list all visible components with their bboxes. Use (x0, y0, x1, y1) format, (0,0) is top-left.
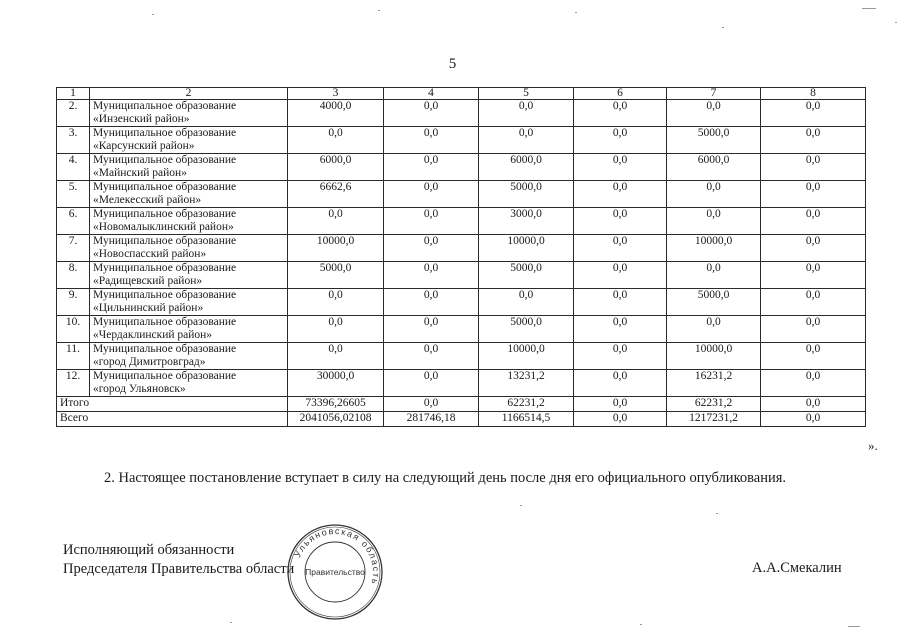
row-number: 5. (57, 181, 90, 208)
table-cell: 0,0 (574, 412, 667, 427)
total-row (57, 412, 866, 427)
table-cell: 0,0 (384, 181, 479, 208)
signer-name: А.А.Смекалин (752, 560, 842, 576)
table-cell: 5000,0 (479, 316, 574, 343)
table-cell: 5000,0 (667, 127, 761, 154)
table-cell: 4000,0 (288, 100, 384, 127)
scan-speck (722, 27, 724, 28)
table-cell: 0,0 (667, 181, 761, 208)
municipality-name (90, 100, 288, 127)
row-number: 4. (57, 154, 90, 181)
municipality-name (90, 289, 288, 316)
scan-speck (520, 505, 522, 506)
municipality-name-line: «Новомалыклинский район» (93, 221, 234, 233)
municipality-name-line: «Мелекесский район» (93, 194, 202, 206)
table-cell: 0,0 (761, 397, 866, 412)
table-cell: 6662,6 (288, 181, 384, 208)
municipality-name-line: «Чердаклинский район» (93, 329, 213, 341)
table-cell: 0,0 (384, 316, 479, 343)
table-cell: 10000,0 (667, 235, 761, 262)
row-number: 11. (57, 343, 90, 370)
table-cell: 0,0 (288, 316, 384, 343)
table-row (57, 370, 866, 397)
municipality-name (90, 208, 288, 235)
row-number: 2. (57, 100, 90, 127)
table-cell: 0,0 (667, 316, 761, 343)
table-cell: 73396,26605 (288, 397, 384, 412)
scan-speck (575, 12, 577, 13)
budget-table (56, 87, 866, 427)
table-row (57, 289, 866, 316)
table-cell: 0,0 (574, 262, 667, 289)
municipality-name-line: Муниципальное образование (93, 262, 237, 274)
table-cell: 0,0 (761, 262, 866, 289)
municipality-name-line: Муниципальное образование (93, 100, 237, 112)
table-cell: 0,0 (761, 235, 866, 262)
table-cell: 0,0 (384, 127, 479, 154)
table-row (57, 235, 866, 262)
table-cell: 0,0 (288, 127, 384, 154)
table-cell: 0,0 (479, 100, 574, 127)
table-cell: 6000,0 (288, 154, 384, 181)
table-cell: 0,0 (574, 208, 667, 235)
signatory-position-line2: Председателя Правительства области (63, 561, 295, 577)
table-cell: 281746,18 (384, 412, 479, 427)
municipality-name (90, 343, 288, 370)
scan-speck (152, 14, 154, 15)
table-row (57, 316, 866, 343)
clause-2-paragraph: 2. Настоящее постановление вступает в силу на следующий день после дня его официального опубликования. (104, 470, 787, 486)
table-cell: 30000,0 (288, 370, 384, 397)
municipality-name (90, 154, 288, 181)
column-number: 3 (288, 88, 384, 100)
table-cell: 10000,0 (479, 343, 574, 370)
table-cell: 6000,0 (479, 154, 574, 181)
column-number: 4 (384, 88, 479, 100)
table-cell: 0,0 (574, 127, 667, 154)
municipality-name-line: «Карсунский район» (93, 140, 195, 152)
table-cell: 0,0 (384, 289, 479, 316)
table-cell: 0,0 (384, 397, 479, 412)
table-cell: 0,0 (384, 262, 479, 289)
table-cell: 16231,2 (667, 370, 761, 397)
table-cell: 0,0 (574, 397, 667, 412)
table-cell: 5000,0 (288, 262, 384, 289)
municipality-name-line: «Радищевский район» (93, 275, 203, 287)
municipality-name (90, 370, 288, 397)
column-number: 7 (667, 88, 761, 100)
scan-speck (640, 624, 642, 625)
row-number: 10. (57, 316, 90, 343)
table-cell: 5000,0 (479, 262, 574, 289)
table-cell: 5000,0 (667, 289, 761, 316)
table-cell: 3000,0 (479, 208, 574, 235)
table-cell: 0,0 (574, 370, 667, 397)
table-cell: 2041056,02108 (288, 412, 384, 427)
municipality-name (90, 316, 288, 343)
table-cell: 0,0 (761, 100, 866, 127)
table-cell: 10000,0 (288, 235, 384, 262)
total-label: Всего (57, 412, 288, 427)
table-cell: 6000,0 (667, 154, 761, 181)
municipality-name-line: Муниципальное образование (93, 208, 237, 220)
municipality-name (90, 181, 288, 208)
table-cell: 0,0 (384, 370, 479, 397)
table-cell: 0,0 (479, 289, 574, 316)
seal-ring-text: Ульяновская область (292, 525, 382, 587)
municipality-name-line: «город Димитровград» (93, 356, 206, 368)
municipality-name-line: «Цильнинский район» (93, 302, 204, 314)
table-cell: 0,0 (761, 289, 866, 316)
table-cell: 0,0 (761, 127, 866, 154)
table-cell: 62231,2 (667, 397, 761, 412)
column-number: 6 (574, 88, 667, 100)
table-cell: 0,0 (384, 235, 479, 262)
row-number: 12. (57, 370, 90, 397)
municipality-name (90, 235, 288, 262)
subtotal-label: Итого (57, 397, 288, 412)
table-cell: 0,0 (761, 370, 866, 397)
table-cell: 0,0 (384, 154, 479, 181)
municipality-name (90, 262, 288, 289)
municipality-name-line: Муниципальное образование (93, 181, 237, 193)
table-cell: 0,0 (667, 208, 761, 235)
table-header (57, 88, 866, 100)
signatory-position-line1: Исполняющий обязанности (63, 542, 235, 558)
row-number: 6. (57, 208, 90, 235)
table-cell: 0,0 (384, 100, 479, 127)
municipality-name-line: «Новоспасский район» (93, 248, 207, 260)
table-cell: 0,0 (761, 343, 866, 370)
table-cell: 0,0 (761, 412, 866, 427)
municipality-name-line: Муниципальное образование (93, 343, 237, 355)
municipality-name-line: Муниципальное образование (93, 289, 237, 301)
table-cell: 0,0 (384, 343, 479, 370)
signatory-block (63, 541, 294, 579)
table-row (57, 181, 866, 208)
table-cell: 0,0 (761, 316, 866, 343)
column-number-row (57, 88, 866, 100)
table-cell: 13231,2 (479, 370, 574, 397)
municipality-name-line: Муниципальное образование (93, 154, 237, 166)
table-cell: 1166514,5 (479, 412, 574, 427)
table-body (57, 100, 866, 397)
scan-speck (716, 513, 718, 514)
table-cell: 0,0 (761, 154, 866, 181)
table-cell: 0,0 (574, 100, 667, 127)
table-row (57, 154, 866, 181)
table-cell: 1217231,2 (667, 412, 761, 427)
municipality-name-line: Муниципальное образование (93, 235, 237, 247)
table-cell: 0,0 (761, 208, 866, 235)
table-cell: 0,0 (761, 181, 866, 208)
row-number: 3. (57, 127, 90, 154)
column-number: 1 (57, 88, 90, 100)
table-row (57, 262, 866, 289)
table-cell: 10000,0 (667, 343, 761, 370)
scan-speck (378, 10, 380, 11)
official-seal-icon (285, 522, 385, 622)
row-number: 8. (57, 262, 90, 289)
table-row (57, 100, 866, 127)
column-number: 8 (761, 88, 866, 100)
table-row (57, 127, 866, 154)
table-cell: 0,0 (479, 127, 574, 154)
municipality-name-line: «город Ульяновск» (93, 383, 186, 395)
table-cell: 0,0 (288, 289, 384, 316)
table-cell: 0,0 (667, 262, 761, 289)
scan-speck (230, 622, 232, 623)
municipality-name-line: Муниципальное образование (93, 316, 237, 328)
municipality-name-line: «Майнский район» (93, 167, 187, 179)
table-cell: 0,0 (574, 343, 667, 370)
column-number: 5 (479, 88, 574, 100)
table-row (57, 208, 866, 235)
row-number: 7. (57, 235, 90, 262)
table-cell: 0,0 (574, 316, 667, 343)
municipality-name (90, 127, 288, 154)
municipality-name-line: «Инзенский район» (93, 113, 190, 125)
scan-speck (862, 8, 876, 9)
table-cell: 0,0 (667, 100, 761, 127)
table-cell: 10000,0 (479, 235, 574, 262)
table-cell: 0,0 (574, 289, 667, 316)
scan-speck (848, 626, 860, 627)
table-cell: 0,0 (288, 343, 384, 370)
table-cell: 0,0 (574, 235, 667, 262)
table-totals (57, 397, 866, 427)
page-number: 5 (448, 56, 457, 72)
scan-speck (895, 22, 897, 23)
closing-quote: ». (868, 438, 878, 453)
table-cell: 5000,0 (479, 181, 574, 208)
table-row (57, 343, 866, 370)
table-cell: 0,0 (288, 208, 384, 235)
municipality-name-line: Муниципальное образование (93, 127, 237, 139)
row-number: 9. (57, 289, 90, 316)
table-cell: 62231,2 (479, 397, 574, 412)
seal-center-text: Правительство (305, 567, 365, 577)
subtotal-row (57, 397, 866, 412)
table-cell: 0,0 (574, 181, 667, 208)
municipality-name-line: Муниципальное образование (93, 370, 237, 382)
column-number: 2 (90, 88, 288, 100)
table-cell: 0,0 (574, 154, 667, 181)
table-cell: 0,0 (384, 208, 479, 235)
